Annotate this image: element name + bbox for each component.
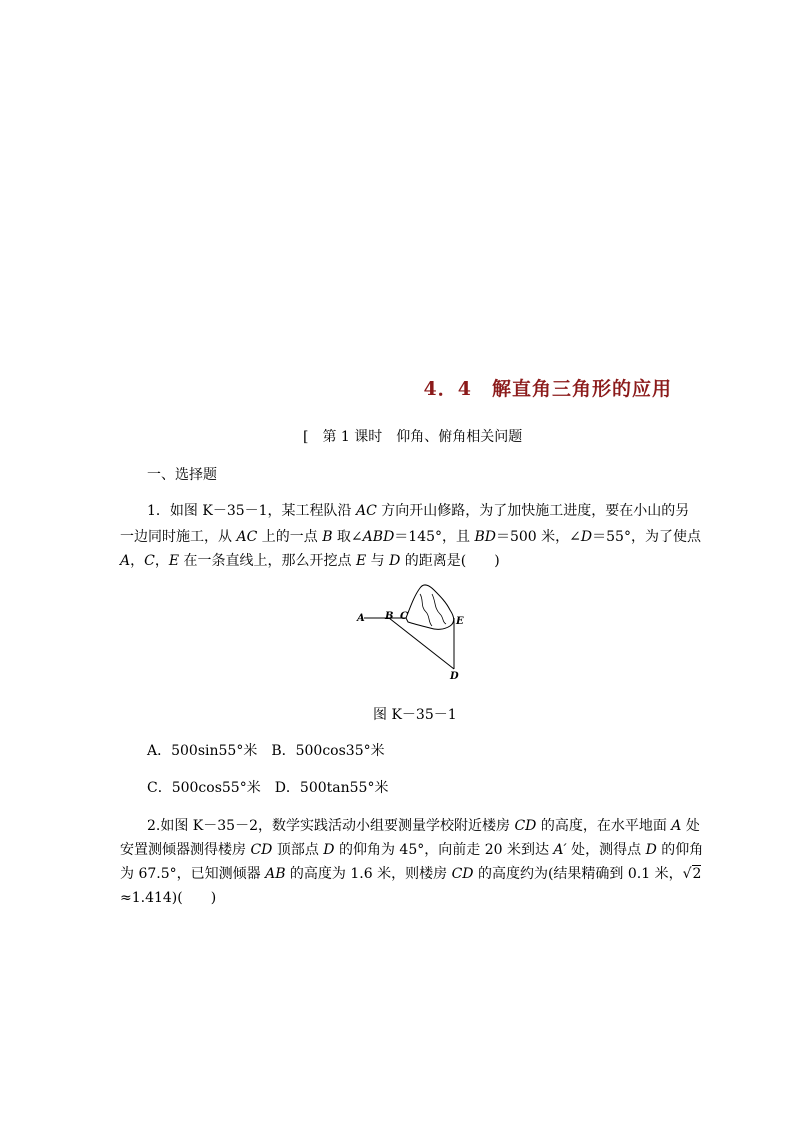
options-c-d: C．500cos55°米 D．500tan55°米 [147,780,389,796]
figure-label-c: C [400,611,408,622]
figure-label-e: E [456,616,464,627]
sqrt-radicand: 2 [692,866,702,882]
lesson-subtitle: [ 第 1 课时 仰角、俯角相关问题 [303,429,523,445]
options-a-b: A．500sin55°米 B．500cos35°米 [147,743,385,759]
question-2-line-4: ≈1.414)( ) [120,890,217,906]
sqrt-symbol: √2 [682,866,702,882]
page-title: 4．4 解直角三角形的应用 [423,378,672,400]
figure-caption: 图 K－35－1 [373,707,457,723]
question-2-line-1: 2.如图 K－35－2，数学实践活动小组要测量学校附近楼房 CD 的高度，在水平地面 A 处 [147,818,700,834]
section-heading: 一、选择题 [147,467,217,483]
question-1-line-1: 1．如图 K－35－1，某工程队沿 AC 方向开山修路，为了加快施工进度，要在小山的另 [147,503,690,519]
question-2-line-2: 安置测倾器测得楼房 CD 顶部点 D 的仰角为 45°，向前走 20 米到达 A′ 处，测得点 D 的仰角 [120,842,704,858]
figure-label-d: D [450,671,459,682]
figure-k-35-1 [350,580,480,685]
question-1-line-3: A，C，E 在一条直线上，那么开挖点 E 与 D 的距离是( ) [120,553,500,569]
figure-label-b: B [385,611,394,622]
question-2-line-3: 为 67.5°，已知测倾器 AB 的高度为 1.6 米，则楼房 CD 的高度约为(结果精确到 0.1 米，√2 [120,866,702,882]
question-1-line-2: 一边同时施工，从 AC 上的一点 B 取∠ABD＝145°，且 BD＝500 米，∠D＝55°，为了使点 [120,529,701,545]
figure-label-a: A [357,613,365,624]
